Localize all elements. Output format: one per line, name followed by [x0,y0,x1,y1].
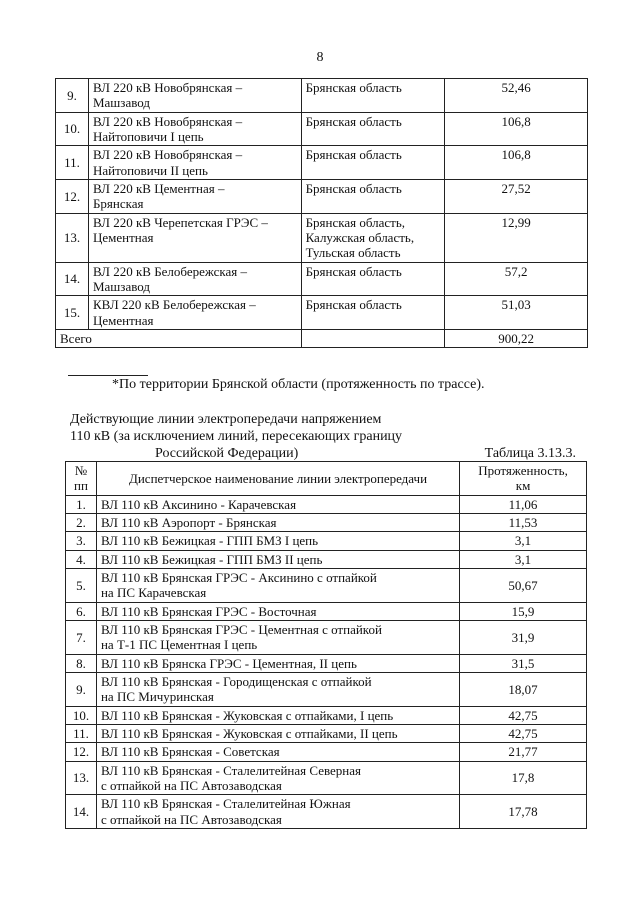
total-row [56,329,588,347]
caption-line-2: 110 кВ (за исключением линий, пересекающих границу [70,428,403,444]
total-value: 900,22 [445,329,588,347]
table-row [56,262,588,296]
line-length: 12,99 [445,213,588,262]
line-length: 57,2 [445,262,588,296]
line-length: 15,9 [460,602,587,620]
region: Брянская область, Калужская область, Тульская область [301,213,445,262]
footnote: *По территории Брянской области (протяженность по трассе). [112,377,485,392]
row-number: 13. [56,213,89,262]
row-number: 14. [66,795,97,829]
region: Брянская область [301,296,445,330]
header-number: № пп [66,462,97,496]
line-name: ВЛ 110 кВ Бежицкая - ГПП БМЗ I цепь [96,532,459,550]
line-name: ВЛ 110 кВ Брянская - Городищенская с отпайкой на ПС Мичуринская [96,672,459,706]
line-length: 31,5 [460,654,587,672]
line-length: 11,06 [460,495,587,513]
row-number: 10. [56,112,89,146]
header-length: Протяженность, км [460,462,587,496]
line-name: ВЛ 110 кВ Брянская ГРЭС - Аксинино с отпайкой на ПС Карачевская [96,568,459,602]
line-length: 106,8 [445,146,588,180]
region: Брянская область [301,146,445,180]
row-number: 11. [66,724,97,742]
table-row [66,620,587,654]
caption-line-1: Действующие линии электропередачи напряжением [70,412,382,427]
line-name: ВЛ 220 кВ Белобережская – Машзавод [88,262,301,296]
row-number: 11. [56,146,89,180]
table-row [66,602,587,620]
line-length: 52,46 [445,79,588,113]
row-number: 9. [66,672,97,706]
line-length: 51,03 [445,296,588,330]
line-name: ВЛ 110 кВ Брянская - Сталелитейная Южная с отпайкой на ПС Автозаводская [96,795,459,829]
region: Брянская область [301,179,445,213]
line-length: 42,75 [460,706,587,724]
row-number: 3. [66,532,97,550]
region: Брянская область [301,112,445,146]
line-name: ВЛ 220 кВ Новобрянская – Найтоповичи I цепь [88,112,301,146]
line-length: 21,77 [460,743,587,761]
line-name: ВЛ 110 кВ Брянская - Жуковская с отпайками, I цепь [96,706,459,724]
line-name: ВЛ 110 кВ Аксинино - Карачевская [96,495,459,513]
row-number: 2. [66,513,97,531]
table-number-label: Таблица 3.13.3. [484,446,576,461]
line-length: 27,52 [445,179,588,213]
table-row [56,146,588,180]
table-row [56,179,588,213]
region: Брянская область [301,262,445,296]
line-length: 17,78 [460,795,587,829]
line-name: ВЛ 220 кВ Цементная – Брянская [88,179,301,213]
table-row [66,724,587,742]
line-length: 106,8 [445,112,588,146]
table-row [56,213,588,262]
row-number: 14. [56,262,89,296]
table-row [56,296,588,330]
row-number: 9. [56,79,89,113]
table-row [66,568,587,602]
header-line-name: Диспетчерское наименование линии электропередачи [96,462,459,496]
line-length: 31,9 [460,620,587,654]
line-length: 50,67 [460,568,587,602]
line-name: ВЛ 220 кВ Черепетская ГРЭС – Цементная [88,213,301,262]
row-number: 12. [56,179,89,213]
total-label: Всего [56,329,302,347]
table-row [66,654,587,672]
page-number: 8 [316,50,324,65]
line-name: ВЛ 110 кВ Брянска ГРЭС - Цементная, II цепь [96,654,459,672]
table-row [56,79,588,113]
caption-line-3: Российской Федерации) [155,445,299,461]
total-empty-cell [301,329,445,347]
line-length: 17,8 [460,761,587,795]
table-caption [70,412,590,462]
row-number: 15. [56,296,89,330]
line-name: ВЛ 110 кВ Брянская - Сталелитейная Северная с отпайкой на ПС Автозаводская [96,761,459,795]
footnote-divider [68,375,148,376]
line-name: ВЛ 220 кВ Новобрянская – Машзавод [88,79,301,113]
line-length: 3,1 [460,532,587,550]
row-number: 10. [66,706,97,724]
line-name: ВЛ 110 кВ Брянская ГРЭС - Цементная с отпайкой на Т-1 ПС Цементная I цепь [96,620,459,654]
row-number: 7. [66,620,97,654]
line-length: 42,75 [460,724,587,742]
row-number: 13. [66,761,97,795]
row-number: 5. [66,568,97,602]
line-name: КВЛ 220 кВ Белобережская – Цементная [88,296,301,330]
line-length: 11,53 [460,513,587,531]
line-name: ВЛ 110 кВ Бежицкая - ГПП БМЗ II цепь [96,550,459,568]
table-row [66,495,587,513]
table-row [66,672,587,706]
table-110kv-lines [65,461,587,829]
table-header-row [66,462,587,496]
region: Брянская область [301,79,445,113]
table-row [66,795,587,829]
table-row [66,532,587,550]
row-number: 8. [66,654,97,672]
row-number: 4. [66,550,97,568]
line-name: ВЛ 110 кВ Брянская - Жуковская с отпайками, II цепь [96,724,459,742]
row-number: 1. [66,495,97,513]
table-row [66,706,587,724]
line-name: ВЛ 220 кВ Новобрянская – Найтоповичи II цепь [88,146,301,180]
row-number: 12. [66,743,97,761]
line-length: 18,07 [460,672,587,706]
table-220kv-continuation [55,78,588,348]
table-row [66,743,587,761]
line-name: ВЛ 110 кВ Аэропорт - Брянская [96,513,459,531]
row-number: 6. [66,602,97,620]
table-row [56,112,588,146]
table-row [66,513,587,531]
line-name: ВЛ 110 кВ Брянская ГРЭС - Восточная [96,602,459,620]
line-length: 3,1 [460,550,587,568]
table-row [66,761,587,795]
line-name: ВЛ 110 кВ Брянская - Советская [96,743,459,761]
table-row [66,550,587,568]
